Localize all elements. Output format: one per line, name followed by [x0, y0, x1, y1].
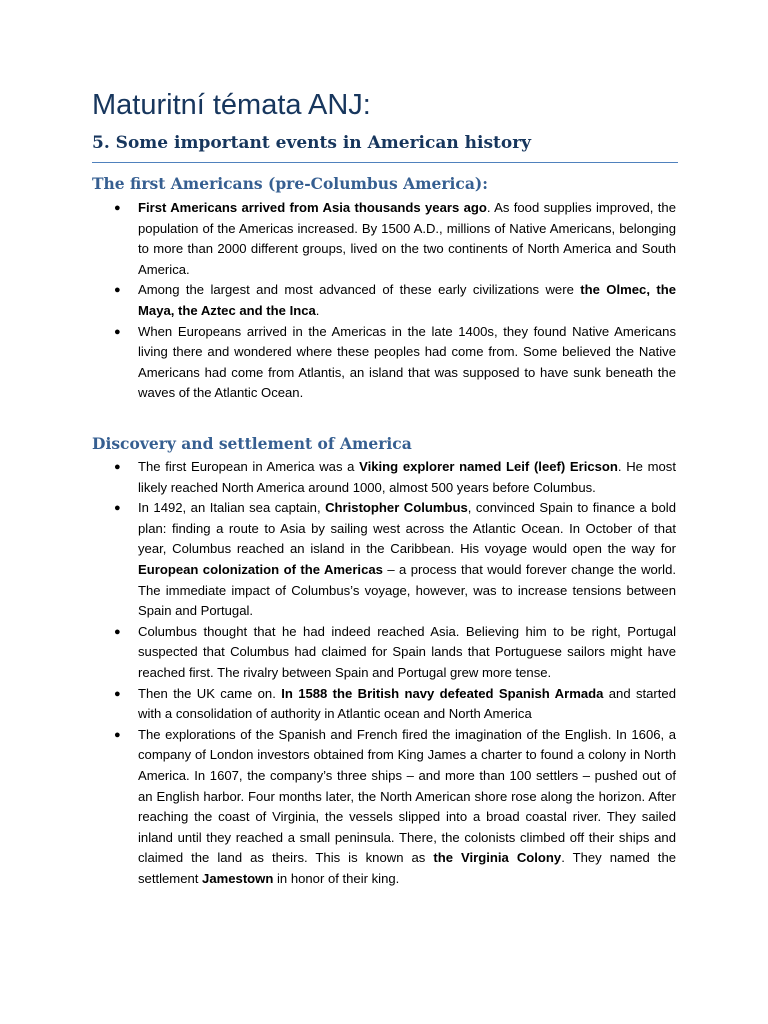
list-item: ● Then the UK came on. In 1588 the British navy defeated Spanish Armada and started with a consolidation of authority in Atlantic ocean and North America — [114, 685, 676, 722]
bullet-icon: ● — [114, 325, 121, 338]
bullet-icon: ● — [114, 728, 121, 741]
bullet-icon: ● — [114, 284, 121, 297]
list-item: ● In 1492, an Italian sea captain, Christopher Columbus, convinced Spain to finance a bold plan: finding a route to Asia by sailing west across the Atlantic Ocean. In October of that year, Columbus reached an island in the Caribbean. His voyage would open the way for European colonization of the Americas – a process that would forever change the world. The immediate impact of Columbus’s voyage, however, was to increase tensions between Spain and Portugal. — [114, 500, 676, 619]
list-item: ● First Americans arrived from Asia thousands years ago. As food supplies improved, the population of the Americas increased. By 1500 A.D., millions of Native Americans, belonging to more than 2000 different groups, lived on the two continents of North America and South America. — [114, 200, 676, 277]
discovery-list — [114, 457, 677, 889]
title-divider — [92, 162, 678, 163]
section-heading-first-americans: The first Americans (pre-Columbus America): — [92, 174, 488, 193]
first-americans-list — [114, 198, 676, 404]
bullet-icon: ● — [114, 502, 121, 515]
document-title: Maturitní témata ANJ: — [92, 89, 371, 121]
document-subtitle: 5. Some important events in American history — [92, 133, 532, 153]
bullet-icon: ● — [114, 625, 121, 638]
list-item: ● When Europeans arrived in the Americas in the late 1400s, they found Native Americans living there and wondered where these peoples had come from. Some believed the Native Americans had come from Atlantis, an island that was supposed to have sunk beneath the waves of the Atlantic Ocean. — [114, 323, 676, 401]
bullet-icon: ● — [114, 461, 121, 473]
list-item: ● Among the largest and most advanced of these early civilizations were the Olmec, the Maya, the Aztec and the Inca. — [114, 282, 676, 318]
bullet-icon: ● — [114, 202, 121, 214]
list-item: ● Columbus thought that he had indeed reached Asia. Believing him to be right, Portugal suspected that Columbus had claimed for Spain lands that Portuguese sailors might have reached first. The rivalry between Spain and Portugal grew more tense. — [114, 623, 676, 680]
bullet-icon: ● — [114, 687, 121, 700]
list-item: ● The first European in America was a Viking explorer named Leif (leef) Ericson. He most likely reached North America around 1000, almost 500 years before Columbus. — [114, 459, 676, 495]
list-item: ● The explorations of the Spanish and French fired the imagination of the English. In 1606, a company of London investors obtained from King James a charter to found a colony in North America. In 1607, the company’s three ships – and more than 100 settlers – pushed out of an English harbor. Four months later, the North American shore rose along the horizon. After reaching the coast of Virginia, the vessels slipped into a broad coastal river. They sailed inland until they reached a small peninsula. There, the colonists climbed off their ships and claimed the land as theirs. This is known as the Virginia Colony. They named the settlement Jamestown in honor of their king. — [114, 726, 677, 886]
section-heading-discovery: Discovery and settlement of America — [92, 434, 412, 453]
